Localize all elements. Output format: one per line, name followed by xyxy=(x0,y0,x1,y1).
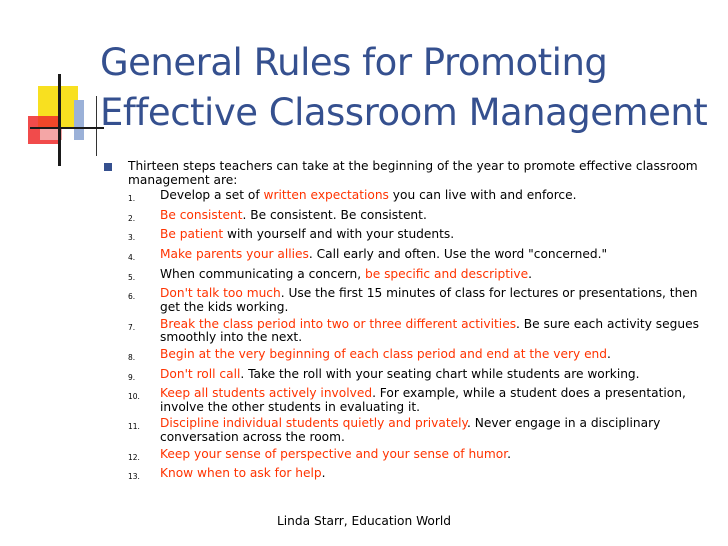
step-text-highlight: Be patient xyxy=(160,227,224,242)
step-text xyxy=(160,248,708,265)
step-item xyxy=(128,387,708,414)
steps-list xyxy=(104,189,708,484)
slide-title: General Rules for Promoting Effective Classroom Management xyxy=(100,41,708,134)
step-text-highlight: Don't talk too much xyxy=(160,286,281,301)
step-number: 9. xyxy=(128,372,136,382)
step-text xyxy=(160,368,708,385)
step-text-highlight: Begin at the very beginning of each class period and end at the very end xyxy=(160,346,608,361)
step-text-plain: Develop a set of xyxy=(160,188,264,202)
decorative-vertical-line xyxy=(58,74,61,166)
step-number: 5. xyxy=(128,272,136,282)
step-text-plain: . Be consistent. Be consistent. xyxy=(242,207,427,222)
step-number: 2. xyxy=(128,213,136,223)
step-text-plain: . Call early and often. Use the word "concerned." xyxy=(308,247,608,262)
step-text-highlight: Discipline individual students quietly and privately xyxy=(160,416,467,431)
step-text-plain: . Never engage in a disciplinary conversation across the room. xyxy=(160,416,661,444)
step-text xyxy=(160,387,708,414)
step-text-plain: you can live with and enforce. xyxy=(388,188,577,202)
step-number: 4. xyxy=(128,253,136,263)
step-text-plain: . xyxy=(607,346,611,361)
step-number: 10. xyxy=(128,392,140,402)
step-text-plain: . Be sure each activity segues smoothly into the next. xyxy=(160,316,699,345)
step-text-highlight: Break the class period into two or three different activities xyxy=(160,316,517,331)
step-text-highlight: Make parents your allies xyxy=(160,247,309,262)
intro-bullet xyxy=(104,160,708,187)
step-item xyxy=(128,368,708,385)
decorative-vertical-line-thin xyxy=(96,96,97,156)
step-text-highlight: Keep all students actively involved xyxy=(160,386,373,401)
step-number: 1. xyxy=(128,194,136,203)
step-text-plain: . Use the first 15 minutes of class for lectures or presentations, then get the kids working. xyxy=(160,286,698,314)
step-text xyxy=(160,287,708,314)
step-text-highlight: Don't roll call xyxy=(160,366,241,381)
step-number: 7. xyxy=(128,322,136,332)
step-text xyxy=(160,189,708,206)
step-item xyxy=(128,467,708,484)
step-number: 6. xyxy=(128,292,136,302)
step-number: 11. xyxy=(128,422,140,432)
step-item xyxy=(128,209,708,226)
step-text-plain: . xyxy=(528,266,532,281)
step-text-highlight: written expectations xyxy=(263,188,389,202)
step-text xyxy=(160,417,708,444)
slide-body xyxy=(104,160,708,487)
square-bullet-icon xyxy=(104,163,112,171)
step-item xyxy=(128,228,708,245)
step-number: 13. xyxy=(128,472,140,482)
step-text-plain: . For example, while a student does a presentation, involve the other students in evaluating it. xyxy=(160,386,686,414)
step-text-plain: When communicating a concern, xyxy=(160,266,365,281)
step-text xyxy=(160,348,708,365)
step-item xyxy=(128,448,708,465)
step-text-highlight: Know when to ask for help xyxy=(160,466,322,481)
step-text xyxy=(160,209,708,226)
step-text xyxy=(160,268,708,285)
step-item xyxy=(128,268,708,285)
step-text-plain: . xyxy=(321,466,326,481)
step-item xyxy=(128,248,708,265)
step-text xyxy=(160,448,708,465)
slide-footer: Linda Starr, Education World xyxy=(277,514,451,528)
step-item xyxy=(128,348,708,365)
step-text xyxy=(160,318,708,345)
step-text xyxy=(160,467,708,484)
step-text-highlight: be specific and descriptive xyxy=(364,266,529,281)
step-item xyxy=(128,287,708,314)
step-number: 3. xyxy=(128,233,136,243)
intro-text: Thirteen steps teachers can take at the beginning of the year to promote effective classroom management are: xyxy=(128,159,698,187)
decorative-horizontal-line xyxy=(30,127,104,129)
step-item xyxy=(128,318,708,345)
step-item xyxy=(128,417,708,444)
step-text-highlight: Keep your sense of perspective and your sense of humor xyxy=(160,446,508,461)
step-item xyxy=(128,189,708,206)
step-text-plain: . Take the roll with your seating chart while students are working. xyxy=(240,366,640,381)
step-number: 12. xyxy=(128,452,140,462)
step-text-highlight: Be consistent xyxy=(160,207,243,222)
step-text xyxy=(160,228,708,245)
decorative-blue-bar xyxy=(74,100,84,140)
step-text-plain: . xyxy=(507,446,512,461)
step-text-plain: with yourself and with your students. xyxy=(223,227,455,242)
step-number: 8. xyxy=(128,352,136,362)
